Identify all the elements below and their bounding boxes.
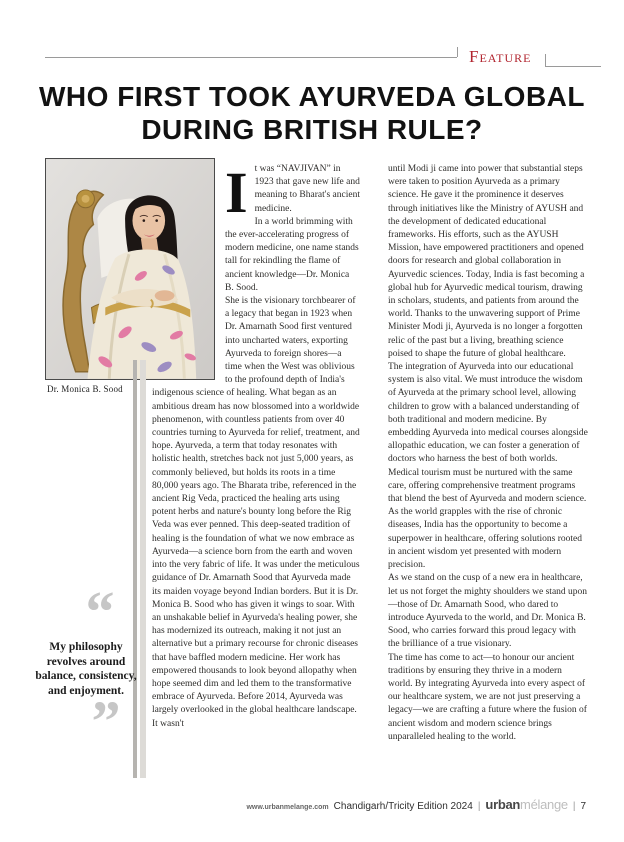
body-paragraph: In a world brimming with the ever-accelerating progress of modern medicine, one name stands tall for rekindling the flame of ancient knowledge—Dr. Monica B. Sood. xyxy=(225,216,359,293)
pull-quote xyxy=(28,579,144,754)
footer-separator: | xyxy=(572,801,576,812)
footer-page-number: 7 xyxy=(580,801,586,812)
page-footer xyxy=(246,797,586,812)
quote-close-icon: ” xyxy=(91,689,121,754)
drop-cap: I xyxy=(225,160,248,225)
footer-separator: | xyxy=(477,801,481,812)
footer-edition: Chandigarh/Tricity Edition 2024 xyxy=(333,801,473,812)
body-paragraph: The integration of Ayurveda into our educational system is also vital. We must introduce the wisdom of Ayurveda at the primary school level, allowing children to grow with a balanced understanding of both traditional and modern medicine. By embedding Ayurveda into medical courses alongside allopathic education, we can foster a generation of doctors who harness the best of both worlds. xyxy=(388,362,588,465)
body-paragraph: Medical tourism must be nurtured with the same care, offering comprehensive treatment programs that blend the best of Ayurveda and modern science. As the world grapples with the rise of chronic diseases, India has the opportunity to become a superpower in healthcare, offering solutions rooted in ancient wisdom yet presented with modern precision. xyxy=(388,467,587,571)
quote-text: My philosophy revolves around balance, consistency, and enjoyment. xyxy=(35,641,137,697)
body-paragraph: until Modi ji came into power that substantial steps were taken to position Ayurveda as a primary science. He gave it the prominence it deserves through initiatives like the Ministry of AYUSH and the development of dedicated educational frameworks. His efforts, such as the AYUSH Mission, have empowered practitioners and opened doors for research and global collaboration in Ayurvedic sciences. Today, India is fast becoming a global hub for Ayurvedic medical tourism, drawing in scholars, students, and patients from around the world. Thanks to the unwavering support of Prime Minister Modi ji, Ayurveda is no longer a forgotten relic of the past but a living, breathing science poised to shape the future of global healthcare. xyxy=(388,164,585,359)
magazine-logo xyxy=(485,797,567,812)
quote-open-icon: “ xyxy=(85,579,115,644)
header-rule-left-tick xyxy=(457,47,458,57)
intro-text: t was “NAVJIVAN” in 1923 that gave new life and meaning to Bharat's ancient medicine. xyxy=(254,164,360,214)
photo-wrap-spacer xyxy=(152,163,225,384)
body-paragraph: The time has come to act—to honour our ancient traditions by ensuring they thrive in a modern world. By integrating Ayurveda into every aspect of our healthcare system, we are not just preserving a legacy—we are crafting a future where the fusion of ancient wisdom and modern science brings unparalleled healing to the world. xyxy=(388,652,587,742)
body-paragraph: As we stand on the cusp of a new era in healthcare, let us not forget the mighty shoulders we stand upon—those of Dr. Amarnath Sood, who dared to introduce Ayurveda to the world, and Dr. Monica B. Sood, who carries forward this proud legacy with the brilliance of a true visionary. xyxy=(388,573,588,650)
article-title xyxy=(20,80,604,146)
footer-website: www.urbanmelange.com xyxy=(246,804,329,811)
header-rule-right xyxy=(545,66,601,67)
article-column-1 xyxy=(152,160,360,803)
article-column-2 xyxy=(388,163,588,823)
logo-urban: urban xyxy=(485,797,521,812)
logo-melange: mélange xyxy=(520,797,568,812)
body-paragraph: She is the visionary torchbearer of a legacy that began in 1923 when Dr. Amarnath Sood first ventured into uncharted waters, exporting Ayurveda to foreign shores—a time when the West was oblivious to the profound depth of India's indigenous science of healing. What began as an ambitious dream has now blossomed into a worldwide phenomenon, with countless patients from over 40 countries turning to Ayurveda for relief, treatment, and hope. Ayurveda, a term that today resonates with holistic health, stretches back not just 5,000 years, as commonly believed, but holds its roots in a time 80,000 years ago. The Bharata tribe, referenced in the ancient Rig Veda, practiced the healing arts using potent herbs and nature's bounty long before the Rig Veda was ever penned. This deep-seated tradition of healing is the foundation of what we now embrace as Ayurveda—a science born from the earth and woven into the very fabric of life. It was under the meticulous guidance of Dr. Amarnath Sood that Ayurveda made its maiden voyage beyond Indian borders. But it is Dr. Monica B. Sood who has given it wings to soar. With an unshakable belief in Ayurveda's healing power, she has modernized its outreach, making it not just an alternative but a primary recourse for chronic diseases that have baffled modern medicine. Her work has empowered thousands to look beyond allopathy when hope seemed dim and led them to the transformative embrace of Ayurveda. Before 2014, Ayurveda was largely overlooked in the global healthcare landscape. It wasn't xyxy=(152,296,360,729)
title-line-1: WHO FIRST TOOK AYURVEDA GLOBAL xyxy=(39,81,585,112)
photo-caption: Dr. Monica B. Sood xyxy=(47,384,123,394)
header-rule-left xyxy=(45,57,457,58)
feature-label: Feature xyxy=(469,47,532,66)
feature-header xyxy=(45,44,586,72)
title-line-2: DURING BRITISH RULE? xyxy=(141,114,483,145)
